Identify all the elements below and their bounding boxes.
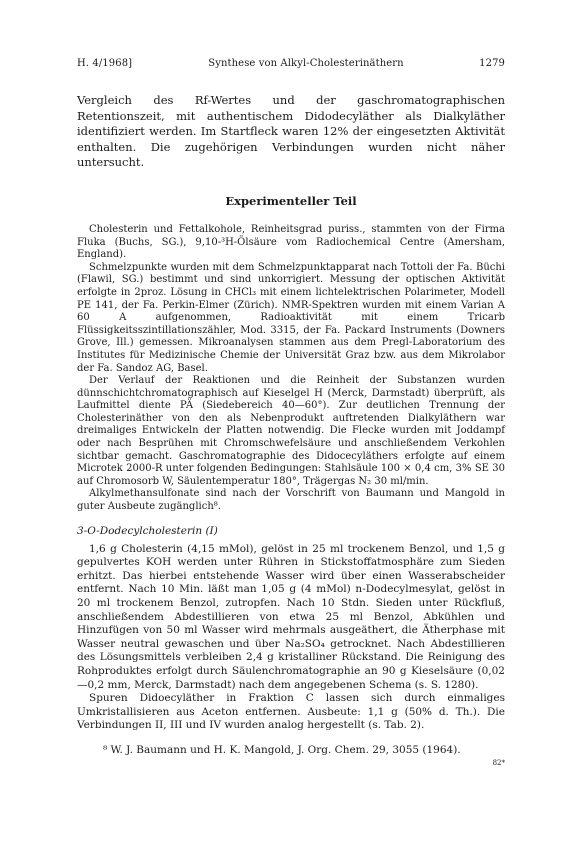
journal-page xyxy=(77,58,505,767)
signature-mark: 82* xyxy=(492,758,505,767)
section-heading: Experimenteller Teil xyxy=(225,193,357,208)
experimental-paragraph-materials: Cholesterin und Fettalkohole, Reinheitsgrad puriss., stammten von der Firma Fluka (Buchs, SG.), 9,10-³H-Ölsäure vom Radiochemical Centre (Amersham, England). xyxy=(77,223,505,261)
alkyl-paragraph: Alkylmethansulfonate sind nach der Vorschrift von Baumann und Mangold in guter Ausbeute zugänglich⁸. xyxy=(77,488,505,513)
running-head-journal: H. 4/1968] xyxy=(77,58,133,69)
experimental-paragraph-instruments: Schmelzpunkte wurden mit dem Schmelzpunktapparat nach Tottoli der Fa. Büchi (Flawil, SG.) bestimmt und sind unkorrigiert. Messung der optischen Aktivität erfolgte in 2proz. Lösung in CHCl₃ mit einem lichtelektrischen Polarimeter, Modell PE 141, der Fa. Perkin-Elmer (Zürich). NMR-Spektren wurden mit einem Varian A 60 A aufgenommen, Radioaktivität mit einem Tricarb Flüssigkeitsszintillationszähler, Mod. 3315, der Fa. Packard Instruments (Downers Grove, Ill.) gemessen. Mikroanalysen stammen aus dem Pregl-Laboratorium des Institutes für Medizinische Chemie der Universität Graz bzw. aus dem Mikrolabor der Fa. Sandoz AG, Basel. xyxy=(77,261,505,374)
compound-heading: 3-O-Dodecylcholesterin (I) xyxy=(77,524,218,537)
procedure-paragraph-synthesis: 1,6 g Cholesterin (4,15 mMol), gelöst in 25 ml trockenem Benzol, und 1,5 g gepulvertes KOH werden unter Rühren in Stickstoffatmosphäre zum Sieden erhitzt. Das hierbei entstehende Wasser wird über einen Wasserabscheider entfernt. Nach 10 Min. läßt man 1,05 g (4 mMol) n-Dodecylmesylat, gelöst in 20 ml trockenem Benzol, zutropfen. Nach 10 Stdn. Sieden unter Rückfluß, anschließendem Abdestillieren von etwa 25 ml Benzol, Abkühlen und Hinzufügen von 50 ml Wasser wird mehrmals ausgeäthert, die Ätherphase mit Wasser neutral gewaschen und über Na₂SO₄ getrocknet. Nach Abdestillieren des Lösungsmittels verbleiben 2,4 g kristalliner Rückstand. Die Reinigung des Rohproduktes erfolgt durch Säulenchromatographie an 90 g Kieselsäure (0,02—0,2 mm, Merck, Darmstadt) nach dem angegebenen Schema (s. S. 1280). xyxy=(77,542,505,691)
running-head xyxy=(77,58,505,69)
footnote: ⁸ W. J. Baumann und H. K. Mangold, J. Org. Chem. 29, 3055 (1964). xyxy=(103,743,461,756)
page-number: 1279 xyxy=(479,58,505,69)
running-head-title: Synthese von Alkyl-Cholesterinäthern xyxy=(208,58,404,69)
procedure-paragraph-purification: Spuren Didoecyläther in Fraktion C lassen sich durch einmaliges Umkristallisieren aus Aceton entfernen. Ausbeute: 1,1 g (50% d. Th.). Die Verbindungen II, III und IV wurden analog hergestellt (s. Tab. 2). xyxy=(77,692,505,732)
experimental-paragraph-chromatography: Der Verlauf der Reaktionen und die Reinheit der Substanzen wurden dünnschichtchromatographisch auf Kieselgel H (Merck, Darmstadt) überprüft, als Laufmittel diente PÄ (Siedebereich 40—60°). Zur deutlichen Trennung der Cholesterinäther von den als Nebenprodukt auftretenden Dialkyläthern war dreimaliges Entwickeln der Platten notwendig. Die Flecke wurden mit Joddampf oder nach Besprühen mit Chromschwefelsäure und anschließendem Verkohlen sichtbar gemacht. Gaschromatographie des Didocecyläthers erfolgte auf einem Microtek 2000-R unter folgenden Bedingungen: Stahlsäule 100 × 0,4 cm, 3% SE 30 auf Chromosorb W, Säulentemperatur 180°, Trägergas N₂ 30 ml/min. xyxy=(77,375,505,487)
lead-paragraph: Vergleich des Rf-Wertes und der gaschromatographischen Retentionszeit, mit authentischem Didodecyläther als Dialkyläther identifiziert werden. Im Startfleck waren 12% der eingesetzten Aktivität enthalten. Die zugehörigen Verbindungen wurden nicht näher untersucht. xyxy=(77,93,505,170)
